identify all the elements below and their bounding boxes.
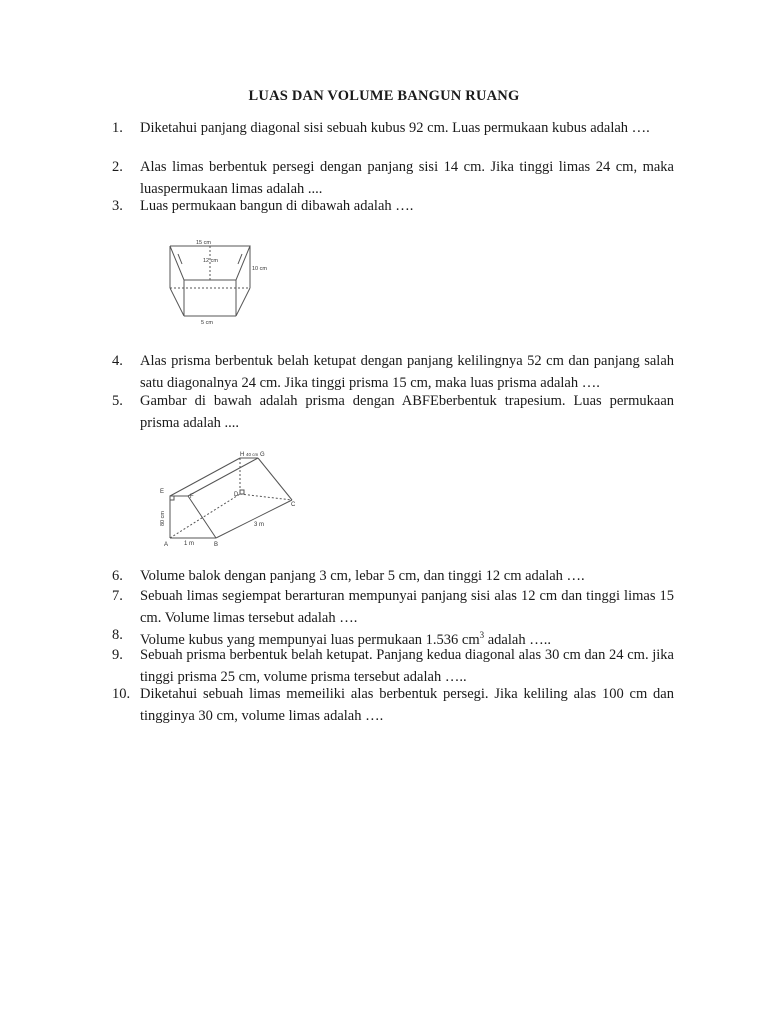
question-3 xyxy=(112,196,674,218)
question-2 xyxy=(112,157,674,200)
figure-trapezoid-prism xyxy=(160,234,270,330)
label-bc: 3 m xyxy=(254,522,265,528)
label-inner-height: 12 cm xyxy=(203,258,218,264)
label-side: 10 cm xyxy=(252,266,267,272)
question-number: 1. xyxy=(112,120,123,136)
label-g: G xyxy=(260,452,265,458)
label-bottom: 5 cm xyxy=(201,320,213,326)
question-text: Gambar di bawah adalah prisma dengan ABFEberbentuk trapesium. Luas permukaan prisma adalah .... xyxy=(140,393,674,431)
label-ab: 1 m xyxy=(184,541,195,547)
question-6 xyxy=(112,566,674,588)
question-text: Diketahui sebuah limas memeiliki alas berbentuk persegi. Jika keliling alas 100 cm dan tingginya 30 cm, volume limas adalah …. xyxy=(140,686,674,724)
page-title: LUAS DAN VOLUME BANGUN RUANG xyxy=(248,88,520,104)
question-10 xyxy=(112,684,674,727)
label-h: H xyxy=(240,452,245,458)
trapezoid-prism-diagram xyxy=(160,234,270,330)
question-text-main: Volume kubus yang mempunyai luas permukaan 1.536 cm xyxy=(140,631,480,648)
question-number: 2. xyxy=(112,159,123,175)
label-d: D xyxy=(234,492,239,498)
question-1 xyxy=(112,118,674,140)
question-text-tail: adalah ….. xyxy=(484,631,551,648)
question-9 xyxy=(112,645,674,688)
question-text: Diketahui panjang diagonal sisi sebuah kubus 92 cm. Luas permukaan kubus adalah …. xyxy=(140,120,650,136)
label-e: E xyxy=(160,489,165,495)
label-c: C xyxy=(291,502,296,508)
question-text: Alas limas berbentuk persegi dengan panjang sisi 14 cm. Jika tinggi limas 24 cm, maka luaspermukaan limas adalah .... xyxy=(140,159,674,197)
question-7 xyxy=(112,586,674,629)
label-a: A xyxy=(164,542,169,548)
question-number: 4. xyxy=(112,353,123,369)
question-number: 10. xyxy=(112,686,131,702)
question-text: Alas prisma berbentuk belah ketupat dengan panjang kelilingnya 52 cm dan panjang salah satu diagonalnya 24 cm. Jika tinggi prisma 15 cm, maka luas prisma adalah …. xyxy=(140,353,674,391)
question-number: 6. xyxy=(112,568,123,584)
question-number: 9. xyxy=(112,647,123,663)
label-top: 15 cm xyxy=(196,240,211,246)
question-5 xyxy=(112,391,674,434)
question-number: 3. xyxy=(112,198,123,214)
figure-trapezium-prism xyxy=(148,446,303,548)
question-number: 8. xyxy=(112,627,123,643)
question-text: Sebuah limas segiempat berarturan mempunyai panjang sisi alas 12 cm dan tinggi limas 15 cm. Volume limas tersebut adalah …. xyxy=(140,588,674,626)
question-text: Sebuah prisma berbentuk belah ketupat. Panjang kedua diagonal alas 30 cm dan 24 cm. jika tinggi prisma 25 cm, volume prisma tersebut adalah ….. xyxy=(140,647,674,685)
question-number: 5. xyxy=(112,393,123,409)
label-b: B xyxy=(214,542,219,548)
question-text: Volume balok dengan panjang 3 cm, lebar 5 cm, dan tinggi 12 cm adalah …. xyxy=(140,568,585,584)
superscript: 3 xyxy=(479,630,485,640)
question-number: 7. xyxy=(112,588,123,604)
question-4 xyxy=(112,351,674,394)
trapezium-prism-diagram xyxy=(148,446,303,548)
label-height: 80 cm xyxy=(160,511,166,526)
label-hg: 40 cm xyxy=(246,452,259,457)
question-text: Luas permukaan bangun di dibawah adalah …. xyxy=(140,198,414,214)
label-f: F xyxy=(190,494,194,500)
